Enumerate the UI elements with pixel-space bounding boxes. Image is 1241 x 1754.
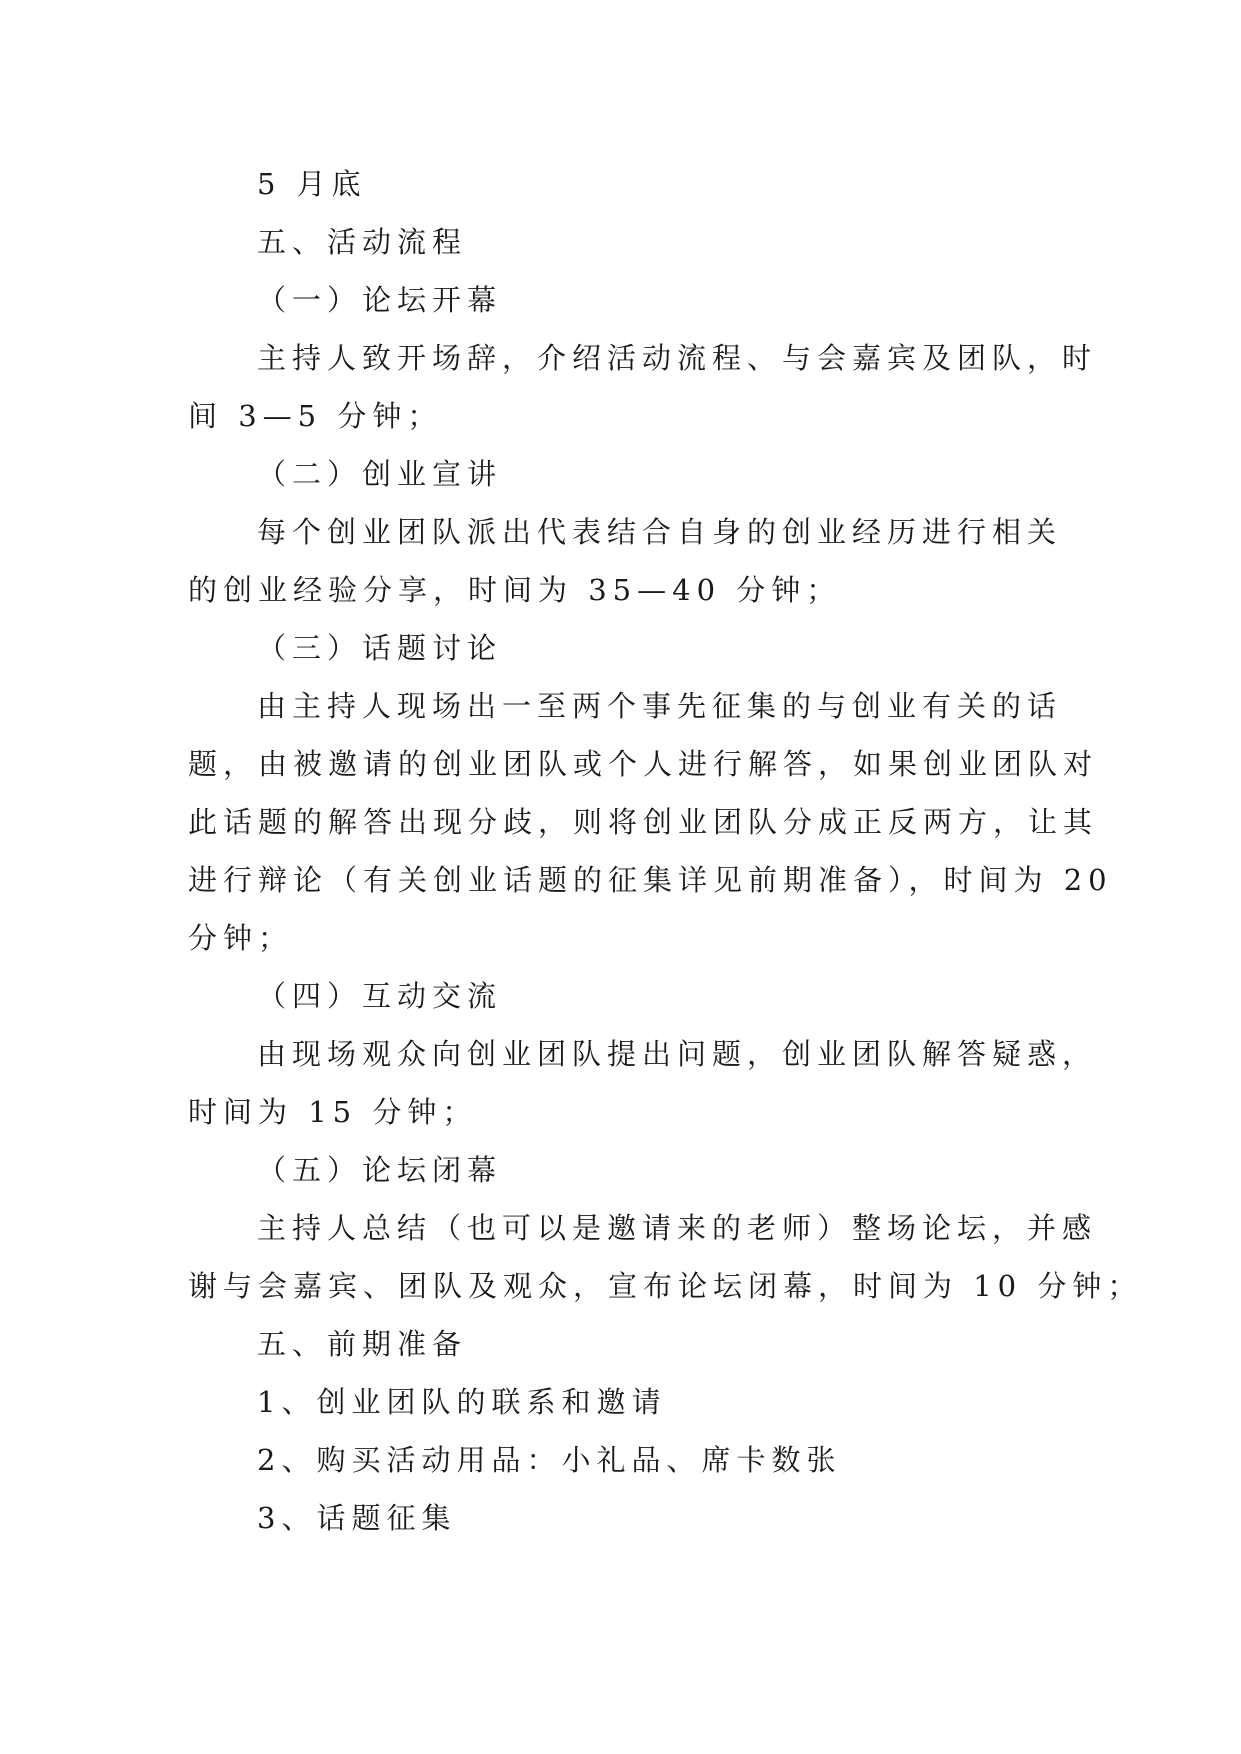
paragraph-line: 此话题的解答出现分歧，则将创业团队分成正反两方，让其 (188, 805, 1099, 839)
paragraph-line: 分钟； (188, 921, 294, 955)
paragraph-line: 的创业经验分享，时间为 35—40 分钟； (188, 573, 842, 607)
subsection-heading: （三）话题讨论 (257, 631, 503, 665)
section-heading: 五、活动流程 (257, 225, 468, 259)
list-item: 2、购买活动用品：小礼品、席卡数张 (257, 1443, 842, 1477)
paragraph-line: 由现场观众向创业团队提出问题，创业团队解答疑惑， (257, 1037, 1098, 1071)
text-line: 5 月底 (257, 167, 367, 201)
subsection-heading: （二）创业宣讲 (257, 457, 503, 491)
paragraph-line: 主持人致开场辞，介绍活动流程、与会嘉宾及团队，时 (257, 341, 1098, 375)
paragraph-line: 主持人总结（也可以是邀请来的老师）整场论坛，并感 (257, 1211, 1098, 1245)
paragraph-line: 谢与会嘉宾、团队及观众，宣布论坛闭幕，时间为 10 分钟； (188, 1269, 1143, 1303)
subsection-heading: （一）论坛开幕 (257, 283, 503, 317)
list-item: 3、话题征集 (257, 1501, 457, 1535)
paragraph-line: 由主持人现场出一至两个事先征集的与创业有关的话 (257, 689, 1063, 723)
paragraph-line: 间 3—5 分钟； (188, 399, 443, 433)
subsection-heading: （五）论坛闭幕 (257, 1153, 503, 1187)
section-heading: 五、前期准备 (257, 1327, 468, 1361)
list-item: 1、创业团队的联系和邀请 (257, 1385, 667, 1419)
paragraph-line: 每个创业团队派出代表结合自身的创业经历进行相关 (257, 515, 1063, 549)
paragraph-line: 进行辩论（有关创业话题的征集详见前期准备），时间为 20 (188, 863, 1113, 897)
subsection-heading: （四）互动交流 (257, 979, 503, 1013)
paragraph-line: 题，由被邀请的创业团队或个人进行解答，如果创业团队对 (188, 747, 1099, 781)
paragraph-line: 时间为 15 分钟； (188, 1095, 478, 1129)
